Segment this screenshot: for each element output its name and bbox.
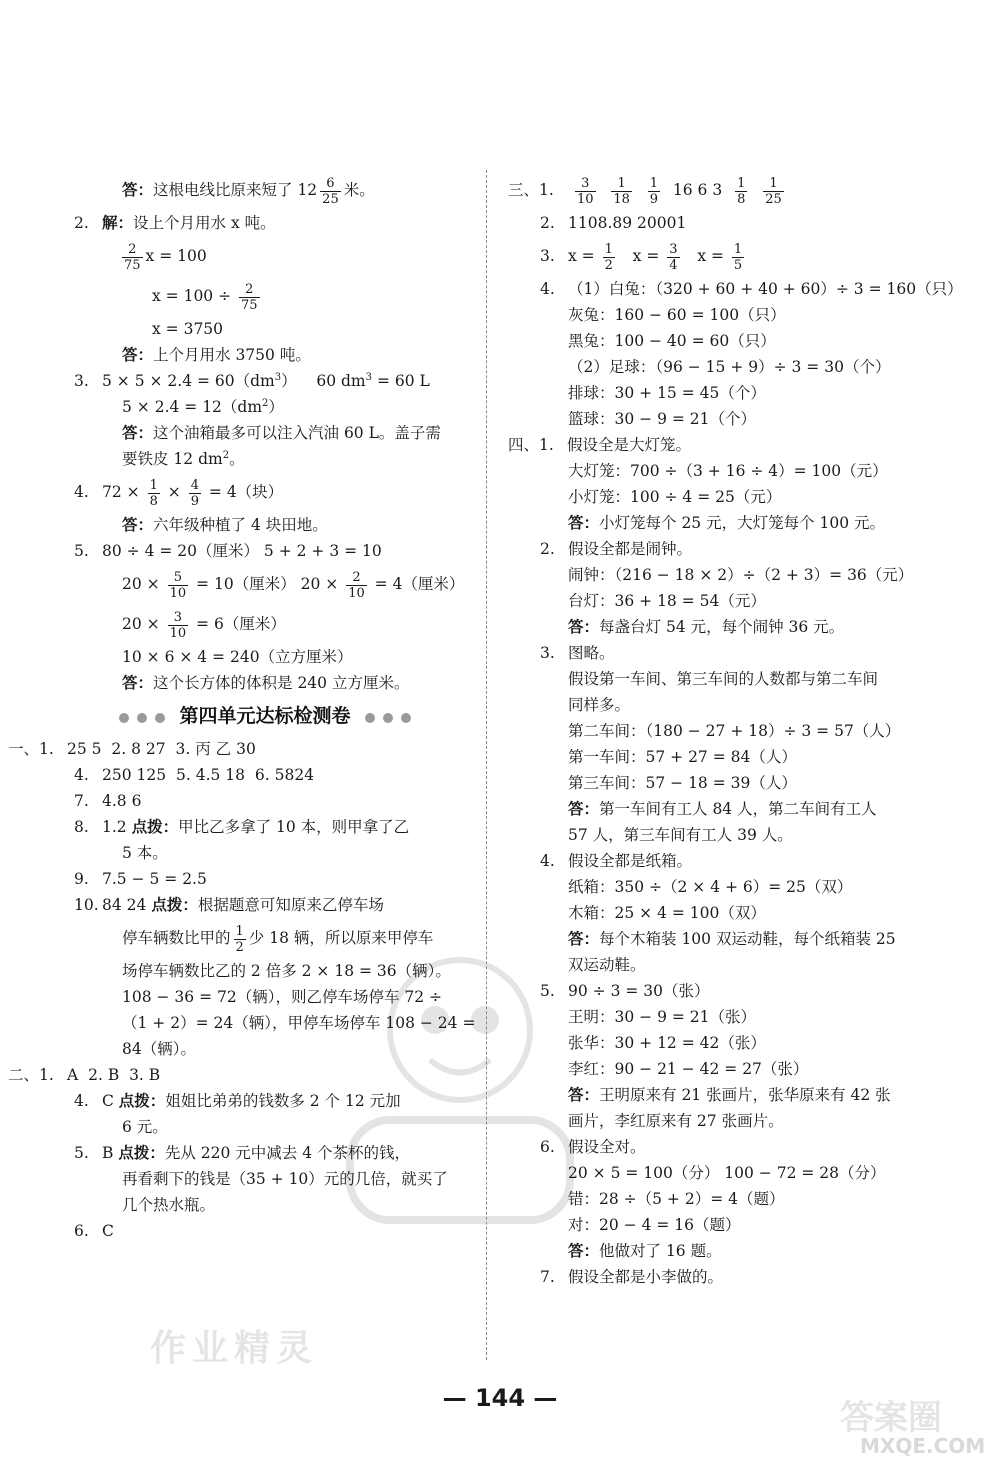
answer-line: 答：这个油箱最多可以注入汽油 60 L。盖子需 bbox=[122, 424, 441, 442]
part-4-row: 李红：90 − 21 − 42 = 27（张） bbox=[568, 1060, 809, 1078]
part-4-row: 3. 图略。 bbox=[540, 644, 615, 662]
part-2-row: 4. C 点拨：姐姐比弟弟的钱数多 2 个 12 元加 bbox=[74, 1092, 401, 1110]
part-2-row: 6. C bbox=[74, 1222, 114, 1240]
right-column bbox=[508, 170, 978, 1290]
answer-line: 答：这根电线比原来短了 12 $\frac{6}{25}$ 米。 bbox=[122, 175, 375, 207]
part-3-row: 4. （1）白兔：（320 + 60 + 40 + 60）÷ 3 = 160（只） bbox=[540, 280, 963, 298]
answer-line: 答：上个月用水 3750 吨。 bbox=[122, 346, 311, 364]
part-4-row: 木箱：25 × 4 = 100（双） bbox=[568, 904, 766, 922]
part-2-row: 6 元。 bbox=[122, 1118, 168, 1136]
answer-line: 答：每个木箱装 100 双运动鞋，每个纸箱装 25 bbox=[568, 930, 896, 948]
part-4-row: 错：28 ÷（5 + 2）= 4（题） bbox=[568, 1190, 785, 1208]
part-4-row: 第一车间：57 + 27 = 84（人） bbox=[568, 748, 797, 766]
part-1-row: 4. 250 125 5. 4.5 18 6. 5824 bbox=[74, 766, 315, 784]
question-3: 3. $5 \times 5 \times 2.4 = 60(dm^3)$ 60 $dm^3 = 60$ L bbox=[74, 371, 430, 390]
part-3-row: 2. 1108.89 20001 bbox=[540, 214, 687, 232]
part-3-row: 篮球：30 − 9 = 21（个） bbox=[568, 410, 756, 428]
equation: 10 × 6 × 4 = 240（立方厘米） bbox=[122, 648, 353, 666]
equation: $\frac{2}{75}$ x = 100 bbox=[124, 241, 207, 273]
part-4-row: 假设第一车间、第三车间的人数都与第二车间 bbox=[568, 670, 879, 688]
section-title: 第四单元达标检测卷 bbox=[60, 696, 470, 736]
question-2: 2. 解：设上个月用水 x 吨。 bbox=[74, 214, 276, 232]
part-1-row: 场停车辆数比乙的 2 倍多 2 × 18 = 36（辆）。 bbox=[122, 962, 451, 980]
watermark-url: MXQE.COM bbox=[860, 1434, 986, 1458]
equation: 20 × $\frac{5}{10}$ = 10（厘米） 20 × $\frac{2}{10}$ = 4（厘米） bbox=[122, 569, 465, 601]
part-2-row: 5. B 点拨：先从 220 元中减去 4 个茶杯的钱， bbox=[74, 1144, 410, 1162]
part-4-row: 2. 假设全都是闹钟。 bbox=[540, 540, 693, 558]
decorative-dots-icon bbox=[115, 697, 169, 737]
part-1-row: 5 本。 bbox=[122, 844, 168, 862]
part-1-row: 停车辆数比甲的 $\frac{1}{2}$ 少 18 辆，所以原来甲停车 bbox=[122, 923, 434, 955]
part-4-row: 20 × 5 = 100（分） 100 − 72 = 28（分） bbox=[568, 1164, 886, 1182]
equation: x = 3750 bbox=[152, 320, 224, 338]
answer-line: 答：王明原来有 21 张画片，张华原来有 42 张 bbox=[568, 1086, 891, 1104]
part-4-row: 台灯：36 + 18 = 54（元） bbox=[568, 592, 766, 610]
part-2-row: 再看剩下的钱是（35 + 10）元的几倍，就买了 bbox=[122, 1170, 448, 1188]
part-4-row: 同样多。 bbox=[568, 696, 631, 714]
part-4-row: 张华：30 + 12 = 42（张） bbox=[568, 1034, 766, 1052]
equation: 20 × $\frac{3}{10}$ = 6（厘米） bbox=[122, 609, 286, 641]
watermark-logo-text: 答案圈 bbox=[840, 1398, 942, 1438]
answer-line: 答：他做对了 16 题。 bbox=[568, 1242, 722, 1260]
part-1-row: 7. 4.8 6 bbox=[74, 792, 142, 810]
equation: x = 100 ÷ $\frac{2}{75}$ bbox=[152, 281, 258, 313]
part-4-row: 闹钟：（216 − 18 × 2）÷（2 + 3）= 36（元） bbox=[568, 566, 914, 584]
answer-line: 双运动鞋。 bbox=[568, 956, 646, 974]
part-3-row: 排球：30 + 15 = 45（个） bbox=[568, 384, 766, 402]
part-1-row: 一、1. 25 5 2. 8 27 3. 丙 乙 30 bbox=[8, 740, 256, 758]
answer-line: 答：第一车间有工人 84 人，第二车间有工人 bbox=[568, 800, 877, 818]
page-number: — 144 — bbox=[442, 1384, 558, 1412]
fraction: $\frac{6}{25}$ bbox=[322, 175, 339, 207]
part-1-row: 84（辆）。 bbox=[122, 1040, 196, 1058]
column-divider bbox=[486, 170, 487, 1360]
part-4-row: 四、1. 假设全是大灯笼。 bbox=[508, 436, 692, 454]
answer-line: 答：六年级种植了 4 块田地。 bbox=[122, 516, 328, 534]
part-4-row: 5. 90 ÷ 3 = 30（张） bbox=[540, 982, 710, 1000]
answer-line: 57 人，第三车间有工人 39 人。 bbox=[568, 826, 793, 844]
part-1-row: 10. 84 24 点拨：根据题意可知原来乙停车场 bbox=[74, 896, 384, 914]
question-5: 5. 80 ÷ 4 = 20（厘米） 5 + 2 + 3 = 10 bbox=[74, 542, 382, 560]
part-2-row: 二、1. A 2. B 3. B bbox=[8, 1066, 161, 1084]
part-4-row: 6. 假设全对。 bbox=[540, 1138, 646, 1156]
part-4-row: 第二车间：（180 − 27 + 18）÷ 3 = 57（人） bbox=[568, 722, 901, 740]
part-4-row: 大灯笼：700 ÷（3 + 16 ÷ 4）= 100（元） bbox=[568, 462, 888, 480]
part-4-row: 对：20 − 4 = 16（题） bbox=[568, 1216, 741, 1234]
part-4-row: 小灯笼：100 ÷ 4 = 25（元） bbox=[568, 488, 782, 506]
left-column bbox=[8, 170, 476, 1244]
part-3-row: 3. x = $\frac{1}{2}$ x = $\frac{3}{4}$ x = $\frac{1}{5}$ bbox=[540, 241, 743, 273]
part-1-row: 8. 1.2 点拨：甲比乙多拿了 10 本，则甲拿了乙 bbox=[74, 818, 410, 836]
part-3-row: 灰兔：160 − 60 = 100（只） bbox=[568, 306, 786, 324]
part-3-row: 三、1. $\frac{3}{10}$ $\frac{1}{18}$ $\frac{1}{9}$ 16 6 3 $\frac{1}{8}$ $\frac{1}{25}$ bbox=[508, 175, 782, 207]
answer-line: 要铁皮 12 $dm^2$。 bbox=[122, 449, 245, 468]
decorative-dots-icon bbox=[361, 697, 415, 737]
part-3-row: （2）足球：（96 − 15 + 9）÷ 3 = 30（个） bbox=[568, 358, 891, 376]
part-4-row: 4. 假设全都是纸箱。 bbox=[540, 852, 693, 870]
part-4-row: 王明：30 − 9 = 21（张） bbox=[568, 1008, 756, 1026]
answer-line: 画片，李红原来有 27 张画片。 bbox=[568, 1112, 784, 1130]
part-4-row: 第三车间：57 − 18 = 39（人） bbox=[568, 774, 797, 792]
answer-line: 答：小灯笼每个 25 元，大灯笼每个 100 元。 bbox=[568, 514, 886, 532]
question-4: 4. 72 × $\frac{1}{8}$ × $\frac{4}{9}$ = 4（块） bbox=[74, 477, 284, 509]
equation: $5 \times 2.4 = 12(dm^2)$ bbox=[122, 397, 284, 416]
part-2-row: 几个热水瓶。 bbox=[122, 1196, 216, 1214]
part-4-row: 7. 假设全都是小李做的。 bbox=[540, 1268, 724, 1286]
part-1-row: （1 + 2）= 24（辆），甲停车场停车 108 − 24 = bbox=[122, 1014, 476, 1032]
answer-line: 答：这个长方体的体积是 240 立方厘米。 bbox=[122, 674, 410, 692]
part-1-row: 9. 7.5 − 5 = 2.5 bbox=[74, 870, 207, 888]
watermark-text: 作业精灵 bbox=[150, 1328, 319, 1369]
part-4-row: 纸箱：350 ÷（2 × 4 + 6）= 25（双） bbox=[568, 878, 853, 896]
part-1-row: 108 − 36 = 72（辆），则乙停车场停车 72 ÷ bbox=[122, 988, 443, 1006]
part-3-row: 黑兔：100 − 40 = 60（只） bbox=[568, 332, 776, 350]
answer-line: 答：每盏台灯 54 元，每个闹钟 36 元。 bbox=[568, 618, 845, 636]
